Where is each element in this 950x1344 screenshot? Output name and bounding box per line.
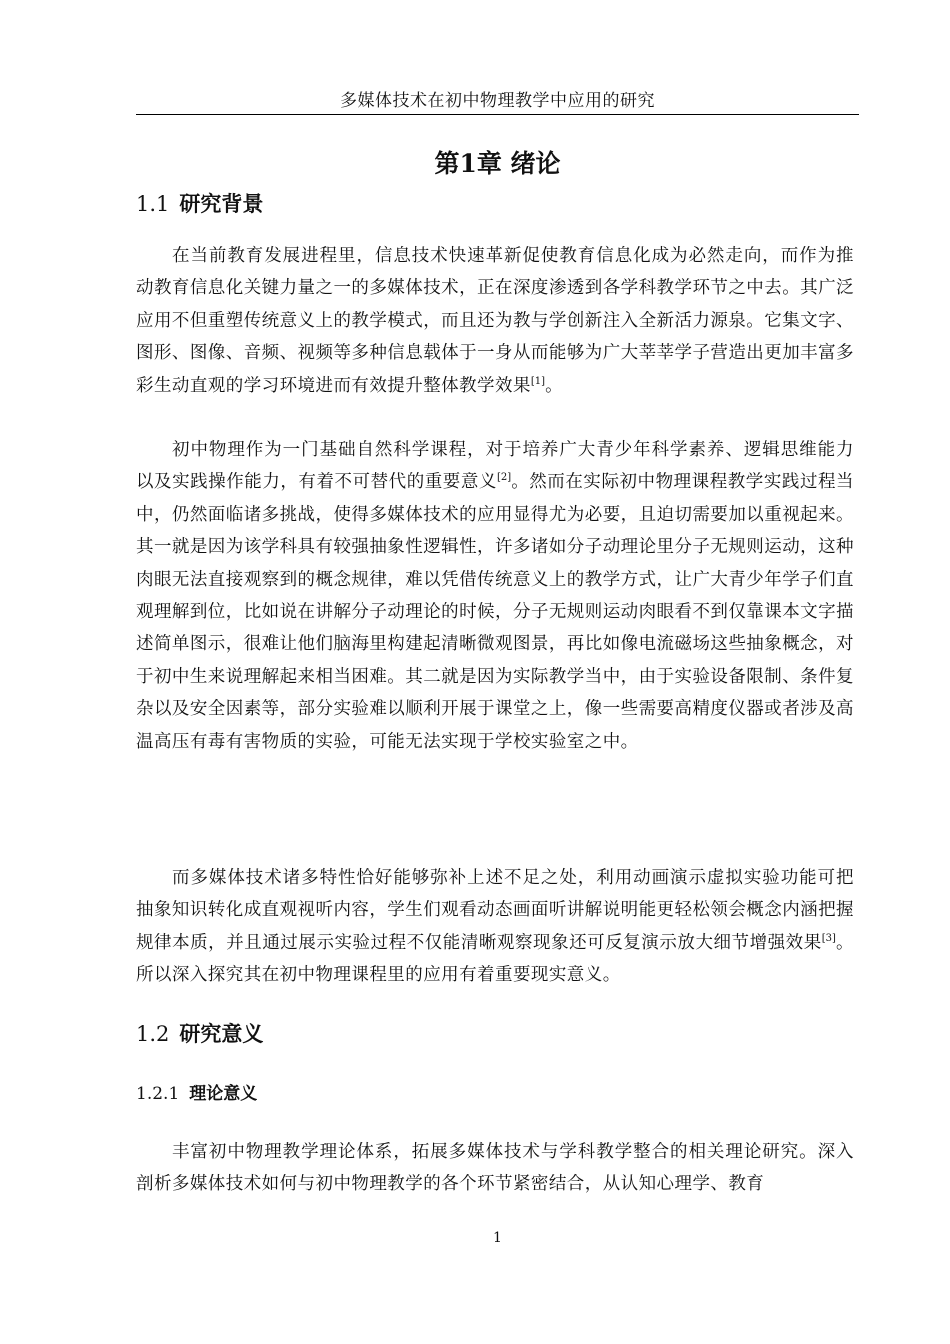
page-number: 1 <box>493 1230 502 1246</box>
citation-ref: [1] <box>530 375 546 387</box>
subsection-heading-1-2-1 <box>136 1080 257 1108</box>
section-heading-1-1 <box>136 188 263 220</box>
subsection-title: 理论意义 <box>189 1084 258 1104</box>
section-title: 研究背景 <box>179 191 264 216</box>
section-number: 1.2 <box>136 1022 170 1046</box>
paragraph-text: 在当前教育发展进程里，信息技术快速革新促使教育信息化成为必然走向，而作为推动教育信息化关键力量之一的多媒体技术，正在深度渗透到各学科教学环节之中去。其广泛应用不但重塑传统意义上的教学模式，而且还为教与学创新注入全新活力源泉。它集文字、图形、图像、音频、视频等多种信息载体于一身从而能够为广大莘莘学子营造出更加丰富多彩生动直观的学习环境进而有效提升整体教学效果 <box>136 246 854 396</box>
section-number: 1.1 <box>136 192 170 216</box>
paragraph-text: 。然而在实际初中物理课程教学实践过程当中，仍然面临诸多挑战，使得多媒体技术的应用显得尤为必要，且迫切需要加以重视起来。其一就是因为该学科具有较强抽象性逻辑性，许多诸如分子动理论里分子无规则运动，这种肉眼无法直接观察到的概念规律，难以凭借传统意义上的教学方式，让广大青少年学子们直观理解到位，比如说在讲解分子动理论的时候，分子无规则运动肉眼看不到仅靠课本文字描述简单图示，很难让他们脑海里构建起清晰微观图景，再比如像电流磁场这些抽象概念，对于初中生来说理解起来相当困难。其二就是因为实际教学当中，由于实验设备限制、条件复杂以及安全因素等，部分实验难以顺利开展于课堂之上，像一些需要高精度仪器或者涉及高温高压有毒有害物质的实验，可能无法实现于学校实验室之中。 <box>136 472 854 752</box>
paragraph-significance-1: 丰富初中物理教学理论体系，拓展多媒体技术与学科教学整合的相关理论研究。深入剖析多媒体技术如何与初中物理教学的各个环节紧密结合，从认知心理学、教育 <box>136 1142 854 1195</box>
chapter-title: 第1章 绪论 <box>434 149 561 178</box>
paragraph-text: 。所以深入探究其在初中物理课程里的应用有着重要现实意义。 <box>136 932 854 986</box>
citation-ref: [2] <box>496 472 512 484</box>
paragraph-background-3 <box>136 862 854 992</box>
running-header: 多媒体技术在初中物理教学中应用的研究 <box>340 91 655 111</box>
subsection-number: 1.2.1 <box>136 1084 180 1104</box>
paragraph-background-1 <box>136 240 854 402</box>
section-heading-1-2 <box>136 1018 263 1050</box>
section-title: 研究意义 <box>179 1021 264 1046</box>
header-rule <box>136 114 859 115</box>
paragraph-text: 。 <box>545 375 564 396</box>
citation-ref: [3] <box>821 932 836 944</box>
paragraph-text: 而多媒体技术诸多特性恰好能够弥补上述不足之处，利用动画演示虚拟实验功能可把抽象知识转化成直观视听内容，学生们观看动态画面听讲解说明能更轻松领会概念内涵把握规律本质，并且通过展示实验过程不仅能清晰观察现象还可反复演示放大细节增强效果 <box>136 868 854 953</box>
paragraph-text: 初中物理作为一门基础自然科学课程，对于培养广大青少年科学素养、逻辑思维能力以及实践操作能力，有着不可替代的重要意义 <box>136 440 854 493</box>
paragraph-background-2 <box>136 434 854 758</box>
